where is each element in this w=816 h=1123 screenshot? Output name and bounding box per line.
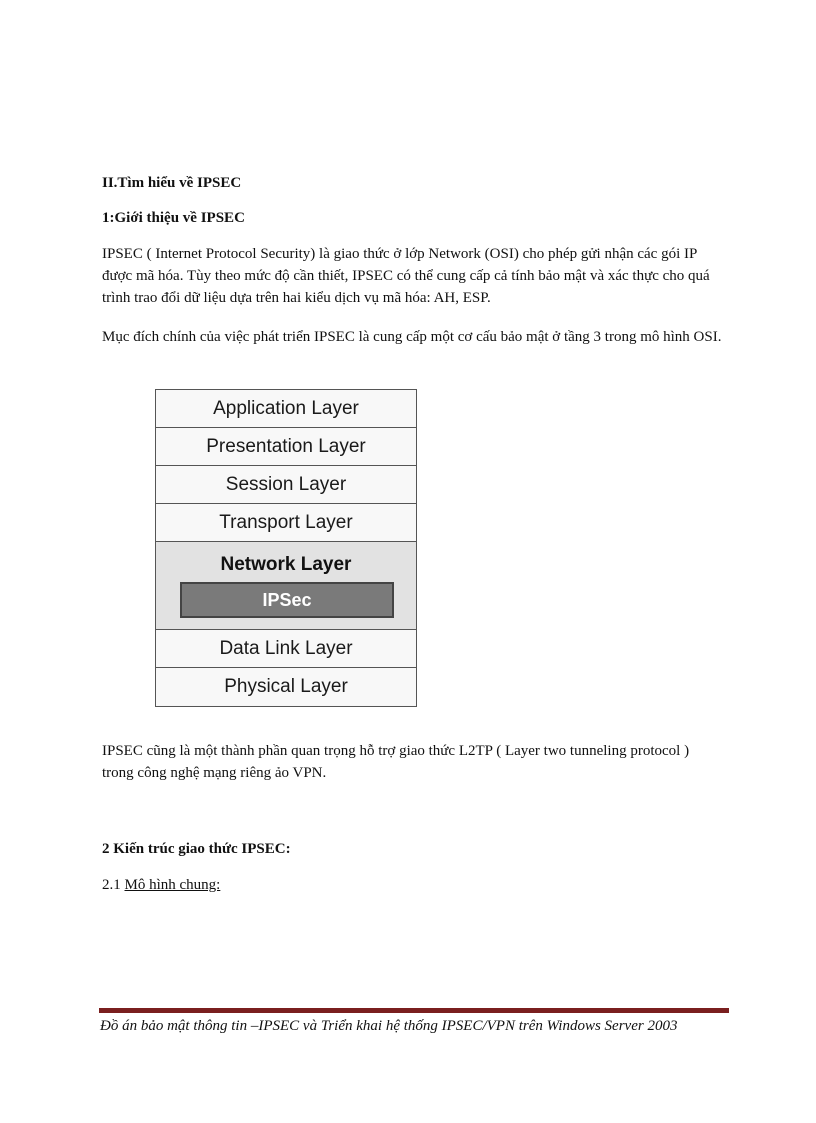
subsection-2-1-title: Mô hình chung: (124, 877, 221, 893)
paragraph-intro: IPSEC ( Internet Protocol Security) là giao thức ở lớp Network (OSI) cho phép gửi nhận các gói IP được mã hóa. Tùy theo mức độ cần thiết, IPSEC có thể cung cấp cả tính bảo mật và xác thực cho quá trình trao đổi dữ liệu dựa trên hai kiểu dịch vụ mã hóa: AH, ESP. (102, 246, 710, 306)
network-layer-label: Network Layer (220, 554, 352, 575)
subsection-2-1-number: 2.1 (102, 877, 121, 893)
osi-layer-session: Session Layer (156, 466, 416, 504)
osi-layer-data-link: Data Link Layer (156, 630, 416, 668)
osi-layer-network (156, 542, 416, 630)
subsection-2-title: 2 Kiến trúc giao thức IPSEC: (102, 841, 291, 857)
osi-model-diagram (155, 389, 417, 707)
osi-layer-presentation: Presentation Layer (156, 428, 416, 466)
section-title: II.Tìm hiểu về IPSEC (102, 175, 242, 191)
ipsec-box: IPSec (180, 582, 394, 618)
subsection-2-1 (102, 874, 722, 896)
page-footer: Đồ án bảo mật thông tin –IPSEC và Triển khai hệ thống IPSEC/VPN trên Windows Server 2003 (100, 1018, 678, 1034)
footer-rule (99, 1008, 729, 1013)
paragraph-l2tp: IPSEC cũng là một thành phần quan trọng hỗ trợ giao thức L2TP ( Layer two tunneling protocol ) trong công nghệ mạng riêng ảo VPN. (102, 743, 690, 781)
osi-layer-application: Application Layer (156, 390, 416, 428)
osi-layer-physical: Physical Layer (156, 668, 416, 705)
osi-layer-transport: Transport Layer (156, 504, 416, 542)
paragraph-purpose: Mục đích chính của việc phát triển IPSEC là cung cấp một cơ cấu bảo mật ở tầng 3 trong mô hình OSI. (102, 329, 722, 345)
subsection-1-title: 1:Giới thiệu về IPSEC (102, 210, 245, 226)
